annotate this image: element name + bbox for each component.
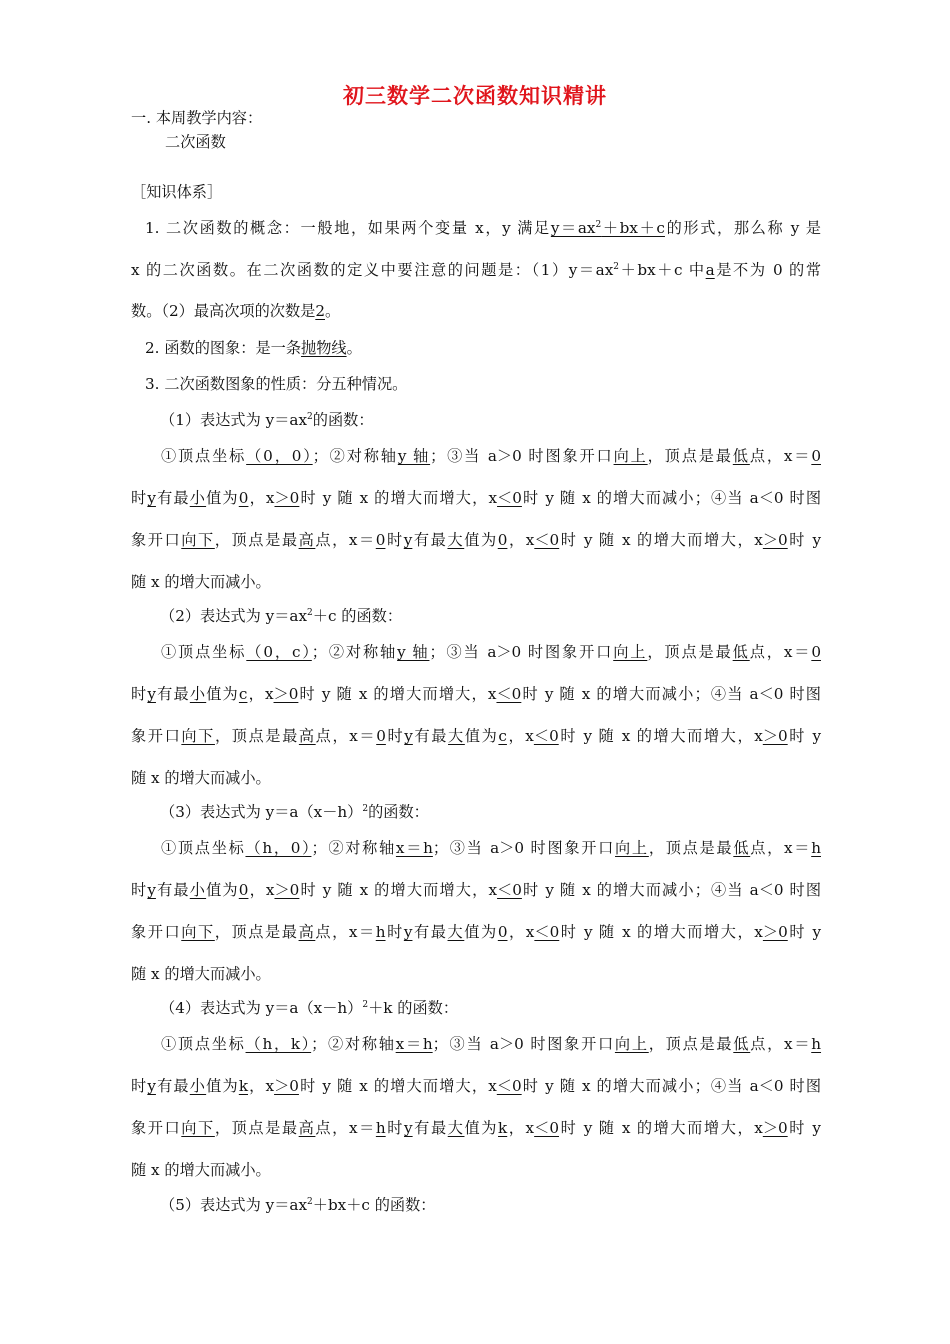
case-line3: 象开口向下，顶点是最高点，x＝0时y有最大值为0，x＜0时 y 随 x 的增大而增大，x＞0时 y bbox=[131, 531, 822, 549]
formula-underline: $y=ax^2+bx+c$ bbox=[550, 219, 665, 237]
case-line4: 随 x 的增大而减小。 bbox=[131, 573, 271, 591]
case-line2: 时y有最小值为0，x＞0时 y 随 x 的增大而增大，x＜0时 y 随 x 的增大而减小；④当 a＜0 时图 bbox=[131, 881, 822, 899]
case5-heading: （5）表达式为 $y=ax^2+bx+c$ 的函数： bbox=[160, 1196, 436, 1214]
case-line3: 象开口向下，顶点是最高点，x＝0时y有最大值为c，x＜0时 y 随 x 的增大而增大，x＞0时 y bbox=[131, 727, 822, 745]
item2-line: 2. 函数的图象：是一条抛物线。 bbox=[145, 339, 362, 357]
item1-line1: 1. 二次函数的概念：一般地，如果两个变量 x，y 满足$y=ax^2+bx+c$的形式，那么称 y 是 bbox=[145, 219, 821, 237]
case-heading: （3）表达式为 $y=a(x-h)^2$的函数： bbox=[160, 803, 429, 821]
case-heading: （1）表达式为 $y=ax^2$的函数： bbox=[160, 411, 374, 429]
case-heading: （2）表达式为 $y=ax^2+c$ 的函数： bbox=[160, 607, 403, 625]
case-line4: 随 x 的增大而减小。 bbox=[131, 1161, 271, 1179]
case-line2: 时y有最小值为c，x＞0时 y 随 x 的增大而增大，x＜0时 y 随 x 的增大而减小；④当 a＜0 时图 bbox=[131, 685, 821, 703]
case-line1: ①顶点坐标（0，0）；②对称轴y 轴；③当 a＞0 时图象开口向上，顶点是最低点，x＝0 bbox=[161, 447, 821, 465]
item1-line2: x 的二次函数。在二次函数的定义中要注意的问题是：$(1)y=ax^2+bx+c$ 中a是不为 0 的常 bbox=[131, 261, 822, 279]
section-topic: 二次函数 bbox=[165, 133, 226, 151]
section-heading: 一. 本周教学内容： bbox=[131, 109, 263, 127]
case-line1: ①顶点坐标（h，0）；②对称轴x＝h；③当 a＞0 时图象开口向上，顶点是最低点，x＝h bbox=[161, 839, 821, 857]
item3-line: 3. 二次函数图象的性质：分五种情况。 bbox=[145, 375, 408, 393]
case-line2: 时y有最小值为0，x＞0时 y 随 x 的增大而增大，x＜0时 y 随 x 的增大而减小；④当 a＜0 时图 bbox=[131, 489, 822, 507]
item1-line3: 数。（2）最高次项的次数是2。 bbox=[131, 302, 341, 320]
case-line1: ①顶点坐标（h，k）；②对称轴x＝h；③当 a＞0 时图象开口向上，顶点是最低点，x＝h bbox=[161, 1035, 822, 1053]
case-heading: （4）表达式为 $y=a(x-h)^2+k$ 的函数： bbox=[160, 999, 459, 1017]
page-title: 初三数学二次函数知识精讲 bbox=[343, 83, 607, 108]
case-line3: 象开口向下，顶点是最高点，x＝h时y有最大值为0，x＜0时 y 随 x 的增大而增大，x＞0时 y bbox=[131, 923, 822, 941]
case-line2: 时y有最小值为k，x＞0时 y 随 x 的增大而增大，x＜0时 y 随 x 的增大而减小；④当 a＜0 时图 bbox=[131, 1077, 822, 1095]
case-line4: 随 x 的增大而减小。 bbox=[131, 769, 271, 787]
case-line4: 随 x 的增大而减小。 bbox=[131, 965, 271, 983]
case-line3: 象开口向下，顶点是最高点，x＝h时y有最大值为k，x＜0时 y 随 x 的增大而增大，x＞0时 y bbox=[131, 1119, 822, 1137]
case-line1: ①顶点坐标（0，c）；②对称轴y 轴；③当 a＞0 时图象开口向上，顶点是最低点，x＝0 bbox=[161, 643, 821, 661]
knowledge-system-label: ［知识体系］ bbox=[131, 183, 223, 201]
